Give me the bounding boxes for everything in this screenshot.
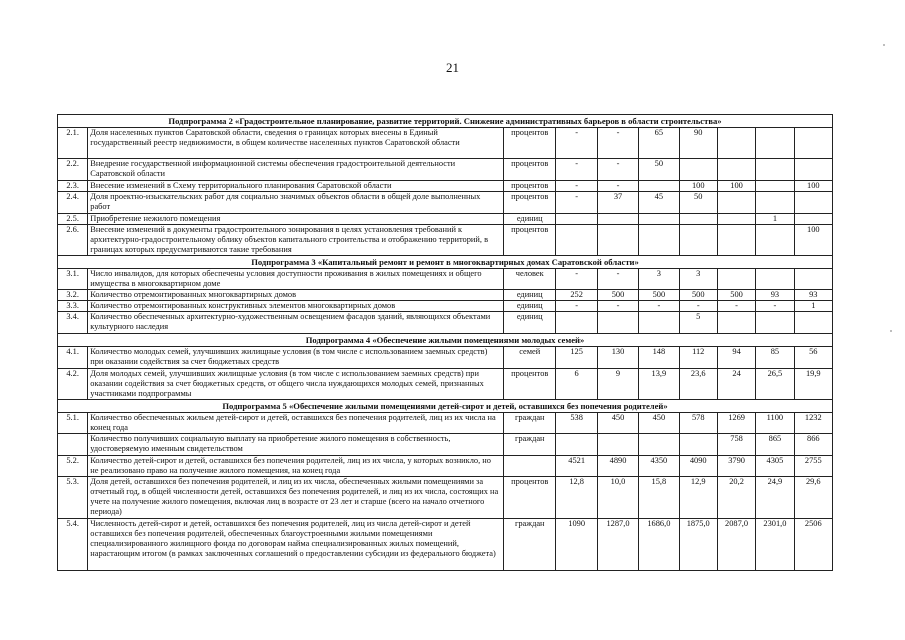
subprogram-title: Подпрограмма 5 «Обеспечение жилыми помещениями детей-сирот и детей, оставшихся без попечения родителей» xyxy=(58,400,833,413)
indicator-value: 29,6 xyxy=(794,477,832,519)
indicator-value xyxy=(717,312,755,334)
indicator-value: 23,6 xyxy=(679,369,717,400)
indicator-value: 1232 xyxy=(794,413,832,434)
subprogram-title: Подпрограмма 3 «Капитальный ремонт и ремонт в многоквартирных домах Саратовской области» xyxy=(58,256,833,269)
indicator-value: 19,9 xyxy=(794,369,832,400)
indicator-value xyxy=(717,269,755,290)
indicator-value xyxy=(679,214,717,225)
indicator-value: 4090 xyxy=(679,456,717,477)
indicator-value xyxy=(717,128,755,159)
table-row xyxy=(58,347,833,369)
indicator-name: Количество отремонтированных конструктивных элементов многоквартирных домов xyxy=(88,301,504,312)
indicator-unit: процентов xyxy=(504,181,556,192)
indicator-value: 130 xyxy=(597,347,638,369)
indicator-name: Число инвалидов, для которых обеспечены условия доступности проживания в жилых помещениях и общего имущества в многоквартирном доме xyxy=(88,269,504,290)
indicator-name: Количество обеспеченных жильем детей-сирот и детей, оставшихся без попечения родителей, лиц из их числа на конец года xyxy=(88,413,504,434)
table-row xyxy=(58,181,833,192)
indicator-value xyxy=(717,159,755,181)
indicator-value: 3 xyxy=(679,269,717,290)
indicator-value: 3 xyxy=(639,269,679,290)
indicator-unit: человек xyxy=(504,269,556,290)
indicators-table xyxy=(57,114,833,571)
indicator-value: 1100 xyxy=(756,413,794,434)
table-row xyxy=(58,456,833,477)
table-row xyxy=(58,192,833,214)
indicator-value: 26,5 xyxy=(756,369,794,400)
indicator-value xyxy=(794,214,832,225)
indicator-unit: процентов xyxy=(504,192,556,214)
indicator-value: 4521 xyxy=(556,456,597,477)
indicator-value: 865 xyxy=(756,434,794,456)
indicator-name: Приобретение нежилого помещения xyxy=(88,214,504,225)
table-row xyxy=(58,519,833,571)
indicator-value xyxy=(679,225,717,256)
indicator-value: 538 xyxy=(556,413,597,434)
indicator-name: Внесение изменений в документы градостроительного зонирования в целях установления требований к архитектурно-градостроительному облику объектов капитального строительства и отображению территорий, в границах которых предусматриваются такие требования xyxy=(88,225,504,256)
indicator-unit: процентов xyxy=(504,225,556,256)
indicator-value xyxy=(717,192,755,214)
indicator-value xyxy=(639,225,679,256)
indicator-value: 90 xyxy=(679,128,717,159)
indicator-value: 2755 xyxy=(794,456,832,477)
indicator-value: - xyxy=(597,301,638,312)
indicator-number: 2.5. xyxy=(58,214,88,225)
indicator-value: 500 xyxy=(717,290,755,301)
indicator-value xyxy=(717,225,755,256)
subprogram-header-row xyxy=(58,400,833,413)
indicator-unit: единиц xyxy=(504,214,556,225)
table-row xyxy=(58,301,833,312)
indicator-value: 1 xyxy=(756,214,794,225)
indicator-value xyxy=(794,159,832,181)
indicator-value: 13,9 xyxy=(639,369,679,400)
scan-speck xyxy=(883,44,885,46)
indicator-name: Доля населенных пунктов Саратовской области, сведения о границах которых внесены в Единый государственный реестр недвижимости, в общем количестве населенных пунктов Саратовской области xyxy=(88,128,504,159)
indicator-number: 3.3. xyxy=(58,301,88,312)
indicator-value xyxy=(679,159,717,181)
table-row xyxy=(58,434,833,456)
indicator-value: 12,9 xyxy=(679,477,717,519)
indicator-value: 6 xyxy=(556,369,597,400)
indicator-value: - xyxy=(679,301,717,312)
indicator-value: 2506 xyxy=(794,519,832,571)
indicator-value xyxy=(756,159,794,181)
indicator-unit: процентов xyxy=(504,477,556,519)
indicator-value: 500 xyxy=(639,290,679,301)
indicator-value: 94 xyxy=(717,347,755,369)
indicator-number: 5.4. xyxy=(58,519,88,571)
indicator-name: Количество отремонтированных многоквартирных домов xyxy=(88,290,504,301)
indicator-value: - xyxy=(556,159,597,181)
indicator-value: 4350 xyxy=(639,456,679,477)
indicator-value xyxy=(717,214,755,225)
table-row xyxy=(58,269,833,290)
indicator-value: 112 xyxy=(679,347,717,369)
indicator-value: 85 xyxy=(756,347,794,369)
indicator-value: 1875,0 xyxy=(679,519,717,571)
indicator-unit: граждан xyxy=(504,413,556,434)
table-row xyxy=(58,128,833,159)
indicator-value: - xyxy=(556,269,597,290)
indicator-value: 125 xyxy=(556,347,597,369)
indicator-value: 100 xyxy=(794,225,832,256)
indicator-value: 24 xyxy=(717,369,755,400)
indicator-value: - xyxy=(597,269,638,290)
indicator-value xyxy=(556,225,597,256)
indicator-value: 1287,0 xyxy=(597,519,638,571)
indicator-value: 758 xyxy=(717,434,755,456)
indicator-number: 5.1. xyxy=(58,413,88,434)
indicator-name: Количество молодых семей, улучшивших жилищные условия (в том числе с использованием заемных средств) при оказании содействия за счет бюджетных средств xyxy=(88,347,504,369)
indicator-number: 3.1. xyxy=(58,269,88,290)
subprogram-title: Подпрограмма 2 «Градостроительное планирование, развитие территорий. Снижение административных барьеров в области строительства» xyxy=(58,115,833,128)
indicator-value: 24,9 xyxy=(756,477,794,519)
indicator-value xyxy=(756,128,794,159)
indicator-value: - xyxy=(556,181,597,192)
indicator-name: Доля проектно-изыскательских работ для социально значимых объектов области в общей доле выполненных работ xyxy=(88,192,504,214)
indicator-value: 37 xyxy=(597,192,638,214)
indicator-value: 450 xyxy=(597,413,638,434)
subprogram-title: Подпрограмма 4 «Обеспечение жилыми помещениями молодых семей» xyxy=(58,334,833,347)
table-row xyxy=(58,369,833,400)
indicator-value xyxy=(756,269,794,290)
indicator-name: Доля детей, оставшихся без попечения родителей, и лиц из их числа, обеспеченных жилыми помещениями за отчетный год, в общей численности детей, оставшихся без попечения родителей, и лиц из их числа, состоящих на учете на получение жилого помещения, включая лиц в возрасте от 23 лет и старше (всего на начало отчетного периода) xyxy=(88,477,504,519)
indicator-number: 3.4. xyxy=(58,312,88,334)
indicator-value: 50 xyxy=(639,159,679,181)
indicator-value: - xyxy=(597,181,638,192)
indicator-name: Количество обеспеченных архитектурно-художественным освещением фасадов зданий, являющихся объектами культурного наследия xyxy=(88,312,504,334)
indicator-value: 9 xyxy=(597,369,638,400)
indicator-value: 2301,0 xyxy=(756,519,794,571)
indicator-value xyxy=(794,269,832,290)
indicator-value xyxy=(556,214,597,225)
indicator-unit: процентов xyxy=(504,369,556,400)
table-row xyxy=(58,225,833,256)
indicator-value: 100 xyxy=(794,181,832,192)
indicator-name: Количество получивших социальную выплату на приобретение жилого помещения в собственность, удостоверяемую именным свидетельством xyxy=(88,434,504,456)
indicator-value xyxy=(639,214,679,225)
indicator-value: 45 xyxy=(639,192,679,214)
indicator-value xyxy=(597,312,638,334)
indicator-value: - xyxy=(597,128,638,159)
indicator-value xyxy=(639,312,679,334)
indicator-value xyxy=(794,192,832,214)
scan-speck xyxy=(890,330,892,332)
indicator-name: Доля молодых семей, улучшивших жилищные условия (в том числе с использованием заемных средств) при оказании содействия за счет бюджетных средств, от общего числа нуждающихся молодых семей, признанных участниками подпрограммы xyxy=(88,369,504,400)
indicator-value xyxy=(794,128,832,159)
indicator-value: 1686,0 xyxy=(639,519,679,571)
indicator-name: Внедрение государственной информационной системы обеспечения градостроительной деятельности Саратовской области xyxy=(88,159,504,181)
indicator-number: 2.6. xyxy=(58,225,88,256)
indicator-number: 4.1. xyxy=(58,347,88,369)
indicator-number: 5.2. xyxy=(58,456,88,477)
indicator-value xyxy=(756,225,794,256)
indicator-number: 5.3. xyxy=(58,477,88,519)
indicator-value xyxy=(597,434,638,456)
subprogram-header-row xyxy=(58,115,833,128)
indicator-value: 1 xyxy=(794,301,832,312)
indicator-unit: единиц xyxy=(504,312,556,334)
indicator-number: 2.3. xyxy=(58,181,88,192)
indicator-unit: единиц xyxy=(504,301,556,312)
indicator-value: - xyxy=(756,301,794,312)
indicator-value: 1269 xyxy=(717,413,755,434)
indicator-unit: граждан xyxy=(504,519,556,571)
indicator-value xyxy=(794,312,832,334)
indicator-number: 2.1. xyxy=(58,128,88,159)
indicator-value: 450 xyxy=(639,413,679,434)
indicator-value: - xyxy=(556,192,597,214)
indicator-name: Внесение изменений в Схему территориального планирования Саратовской области xyxy=(88,181,504,192)
table-row xyxy=(58,477,833,519)
indicator-value xyxy=(556,434,597,456)
indicator-value xyxy=(639,434,679,456)
indicator-number: 4.2. xyxy=(58,369,88,400)
indicator-unit: граждан xyxy=(504,434,556,456)
indicator-unit: процентов xyxy=(504,159,556,181)
indicator-value xyxy=(756,192,794,214)
indicator-value: - xyxy=(556,128,597,159)
indicator-unit: процентов xyxy=(504,128,556,159)
indicator-name: Численность детей-сирот и детей, оставшихся без попечения родителей, лиц из числа детей-сирот и детей оставшихся без попечения родителей, обеспеченных благоустроенными жилыми помещениями специализированного жилищного фонда по договорам найма специализированных жилых помещений, нарастающим итогом (в рамках заключенных соглашений о предоставлении субсидии из федерального бюджета) xyxy=(88,519,504,571)
indicator-value: 1090 xyxy=(556,519,597,571)
indicator-value: 12,8 xyxy=(556,477,597,519)
subprogram-header-row xyxy=(58,256,833,269)
indicator-unit xyxy=(504,456,556,477)
indicator-unit: единиц xyxy=(504,290,556,301)
table-row xyxy=(58,159,833,181)
indicator-value: 65 xyxy=(639,128,679,159)
table-row xyxy=(58,312,833,334)
indicator-value xyxy=(597,214,638,225)
indicator-value: 500 xyxy=(679,290,717,301)
indicator-value xyxy=(556,312,597,334)
indicator-value: - xyxy=(597,159,638,181)
indicator-value: 578 xyxy=(679,413,717,434)
indicator-value: 2087,0 xyxy=(717,519,755,571)
indicator-number: 2.4. xyxy=(58,192,88,214)
indicator-value xyxy=(679,434,717,456)
indicator-value: 93 xyxy=(756,290,794,301)
indicator-number: 3.2. xyxy=(58,290,88,301)
indicator-number xyxy=(58,434,88,456)
indicator-value: 500 xyxy=(597,290,638,301)
subprogram-header-row xyxy=(58,334,833,347)
indicator-value: 4305 xyxy=(756,456,794,477)
page-number: 21 xyxy=(446,60,459,75)
indicator-number: 2.2. xyxy=(58,159,88,181)
indicator-value: 50 xyxy=(679,192,717,214)
indicator-value: 148 xyxy=(639,347,679,369)
indicator-value: 3790 xyxy=(717,456,755,477)
indicator-value xyxy=(639,181,679,192)
indicator-value: - xyxy=(556,301,597,312)
table-row xyxy=(58,214,833,225)
indicator-value: 56 xyxy=(794,347,832,369)
indicator-value: - xyxy=(639,301,679,312)
indicator-value: 100 xyxy=(717,181,755,192)
indicator-value: 93 xyxy=(794,290,832,301)
indicator-value: 10,0 xyxy=(597,477,638,519)
indicator-name: Количество детей-сирот и детей, оставшихся без попечения родителей, лиц из их числа, у которых возникло, но не реализовано право на получение жилого помещения, на конец года xyxy=(88,456,504,477)
indicator-value: 100 xyxy=(679,181,717,192)
indicator-value xyxy=(597,225,638,256)
table-row xyxy=(58,290,833,301)
indicator-value: 15,8 xyxy=(639,477,679,519)
indicator-value xyxy=(756,181,794,192)
indicator-value: 20,2 xyxy=(717,477,755,519)
indicator-unit: семей xyxy=(504,347,556,369)
indicator-value: 866 xyxy=(794,434,832,456)
indicator-value xyxy=(756,312,794,334)
table-row xyxy=(58,413,833,434)
indicator-value: - xyxy=(717,301,755,312)
indicator-value: 4890 xyxy=(597,456,638,477)
indicator-value: 5 xyxy=(679,312,717,334)
indicator-value: 252 xyxy=(556,290,597,301)
